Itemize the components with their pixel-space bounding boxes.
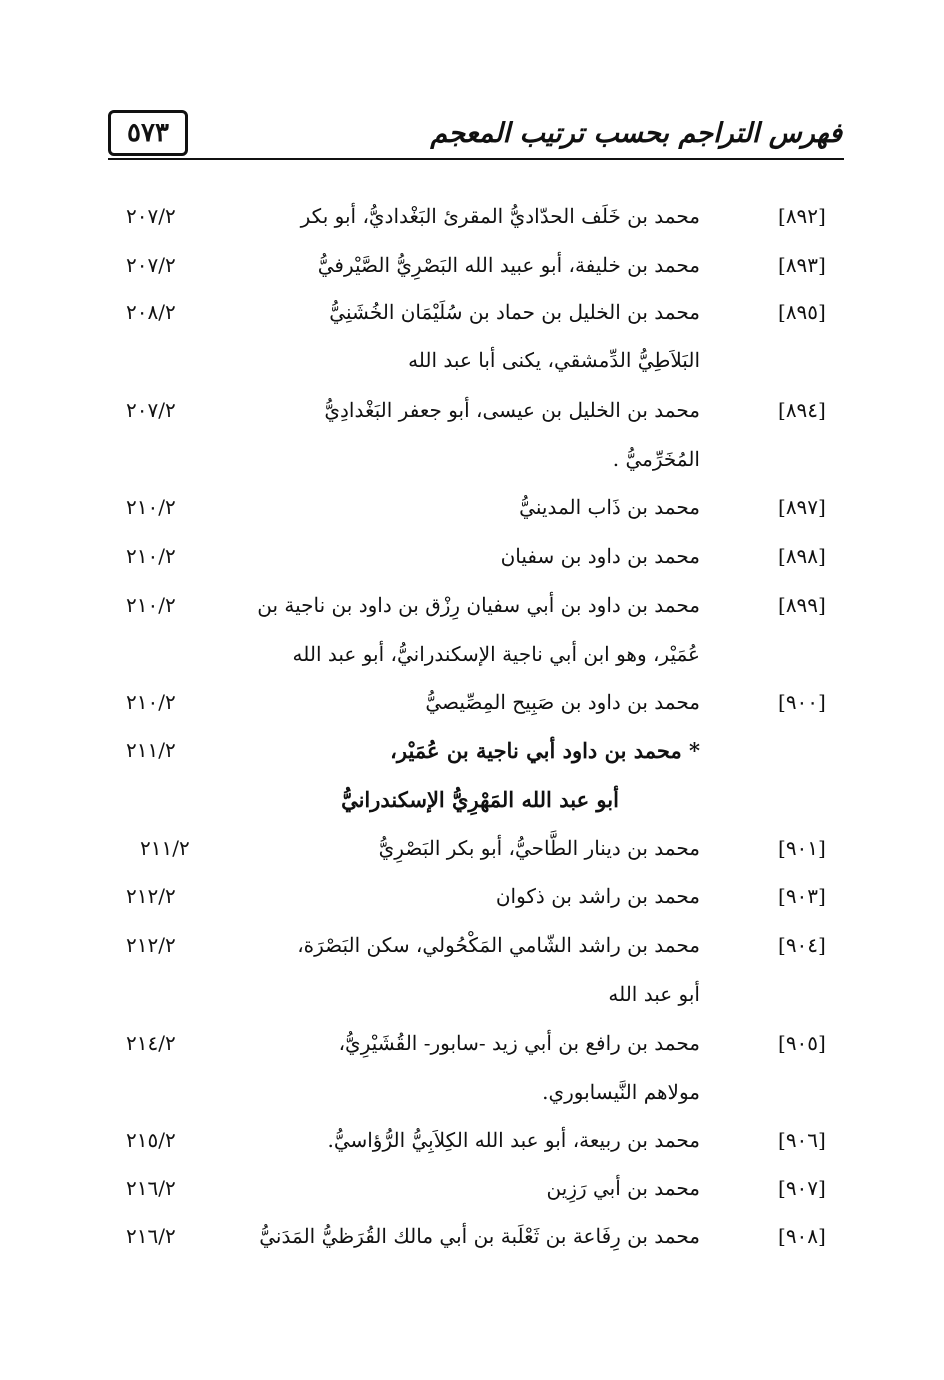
entry-reference: ٢١٦/٢ bbox=[126, 1176, 176, 1200]
index-line bbox=[0, 836, 944, 876]
index-line bbox=[0, 495, 944, 535]
entry-number: [٩٠٤] bbox=[778, 933, 826, 957]
index-line bbox=[0, 1176, 944, 1216]
entry-reference: ٢١٠/٢ bbox=[126, 593, 176, 617]
entry-text: محمد بن داود بن صَبِيح المِصِّيصيُّ bbox=[425, 690, 700, 714]
entry-text: محمد بن داود بن سفيان bbox=[500, 544, 700, 568]
index-line bbox=[0, 253, 944, 293]
entry-number: [٩٠٧] bbox=[778, 1176, 826, 1200]
entry-reference: ٢٠٧/٢ bbox=[126, 398, 176, 422]
entry-reference: ٢١٠/٢ bbox=[126, 495, 176, 519]
entry-number: [٨٩٢] bbox=[778, 204, 826, 228]
entry-reference: ٢٠٧/٢ bbox=[126, 204, 176, 228]
entry-number: [٨٩٣] bbox=[778, 253, 826, 277]
entry-number: [٨٩٨] bbox=[778, 544, 826, 568]
entry-text: أبو عبد الله المَهْرِيُّ الإسكندرانيُّ bbox=[341, 787, 619, 812]
entry-reference: ٢٠٨/٢ bbox=[126, 300, 176, 324]
entry-text: محمد بن رافع بن أبي زيد -سابور- القُشَيْرِيُّ، bbox=[338, 1031, 700, 1055]
entry-text: محمد بن خليفة، أبو عبيد الله البَصْرِيُّ الصَّيْرفيُّ bbox=[317, 253, 700, 277]
entry-number: [٩٠٣] bbox=[778, 884, 826, 908]
entry-text: محمد بن راشد بن ذكوان bbox=[495, 884, 700, 908]
entry-text: محمد بن رِفَاعة بن ثَعْلَبة بن أبي مالك القُرَظيُّ المَدَنيُّ bbox=[259, 1224, 700, 1248]
index-line bbox=[0, 300, 944, 340]
page-number: ٥٧٣ bbox=[127, 118, 169, 148]
index-line bbox=[0, 1224, 944, 1264]
entry-reference: ٢١١/٢ bbox=[126, 738, 176, 762]
index-line bbox=[0, 544, 944, 584]
entry-number: [٩٠٠] bbox=[778, 690, 826, 714]
index-line bbox=[0, 690, 944, 730]
entry-text: محمد بن ذَاب المدينيُّ bbox=[519, 495, 700, 519]
entry-reference: ٢١٥/٢ bbox=[126, 1128, 176, 1152]
entry-text: مولاهم النَّيسابوري. bbox=[542, 1080, 700, 1104]
entry-number: [٨٩٥] bbox=[778, 300, 826, 324]
entry-text: محمد بن الخليل بن عيسى، أبو جعفر البَغْدادِيُّ bbox=[324, 398, 700, 422]
entry-text: محمد بن الخليل بن حماد بن سُلَيْمَان الخُشَنِيُّ bbox=[329, 300, 700, 324]
index-line-bold-continued bbox=[0, 787, 944, 827]
entry-text: محمد بن أبي رَزِين bbox=[546, 1176, 700, 1200]
entry-text: المُخَرِّميُّ . bbox=[612, 447, 700, 471]
entry-text: محمد بن دينار الطَّاحيُّ، أبو بكر البَصْرِيُّ bbox=[378, 836, 700, 860]
entry-reference: ٢١٠/٢ bbox=[126, 544, 176, 568]
running-title: فهرس التراجم بحسب ترتيب المعجم bbox=[430, 118, 842, 149]
entry-number: [٨٩٧] bbox=[778, 495, 826, 519]
entry-reference: ٢١٢/٢ bbox=[126, 884, 176, 908]
index-line-continued bbox=[0, 1080, 944, 1120]
index-line-continued bbox=[0, 348, 944, 388]
entry-number: [٩٠٥] bbox=[778, 1031, 826, 1055]
index-line bbox=[0, 204, 944, 244]
entry-number: [٩٠٦] bbox=[778, 1128, 826, 1152]
entry-number: [٨٩٤] bbox=[778, 398, 826, 422]
entry-reference: ٢١٤/٢ bbox=[126, 1031, 176, 1055]
entry-reference: ٢١٠/٢ bbox=[126, 690, 176, 714]
entry-reference: ٢٠٧/٢ bbox=[126, 253, 176, 277]
index-line bbox=[0, 1128, 944, 1168]
entry-number: [٩٠١] bbox=[778, 836, 826, 860]
entry-text: محمد بن راشد الشّامي المَكْحُولي، سكن البَصْرَة، bbox=[297, 933, 700, 957]
entry-text: محمد بن داود بن أبي سفيان رِزْق بن داود بن ناجية بن bbox=[257, 593, 700, 617]
entry-text: أبو عبد الله bbox=[608, 982, 700, 1006]
index-line-continued bbox=[0, 982, 944, 1022]
entry-text: البَلاَطِيُّ الدِّمشقي، يكنى أبا عبد الله bbox=[408, 348, 700, 372]
index-line bbox=[0, 933, 944, 973]
index-line-bold bbox=[0, 738, 944, 778]
entry-reference: ٢١٢/٢ bbox=[126, 933, 176, 957]
entry-text: محمد بن ربيعة، أبو عبد الله الكِلاَبِيُّ الرُّؤاسيُّ. bbox=[327, 1128, 700, 1152]
entry-number: [٨٩٩] bbox=[778, 593, 826, 617]
entry-text: * محمد بن داود أبي ناجية بن عُمَيْر، bbox=[390, 738, 700, 763]
index-line bbox=[0, 1031, 944, 1071]
entry-number: [٩٠٨] bbox=[778, 1224, 826, 1248]
index-line bbox=[0, 593, 944, 633]
index-line bbox=[0, 398, 944, 438]
index-line bbox=[0, 884, 944, 924]
entry-text: عُمَيْر، وهو ابن أبي ناجية الإسكندرانيُّ، أبو عبد الله bbox=[292, 642, 700, 666]
entry-reference: ٢١١/٢ bbox=[140, 836, 190, 860]
entry-text: محمد بن خَلَف الحدّاديُّ المقرئ البَغْداديُّ، أبو بكر bbox=[300, 204, 700, 228]
index-line-continued bbox=[0, 447, 944, 487]
entry-reference: ٢١٦/٢ bbox=[126, 1224, 176, 1248]
index-line-continued bbox=[0, 642, 944, 682]
